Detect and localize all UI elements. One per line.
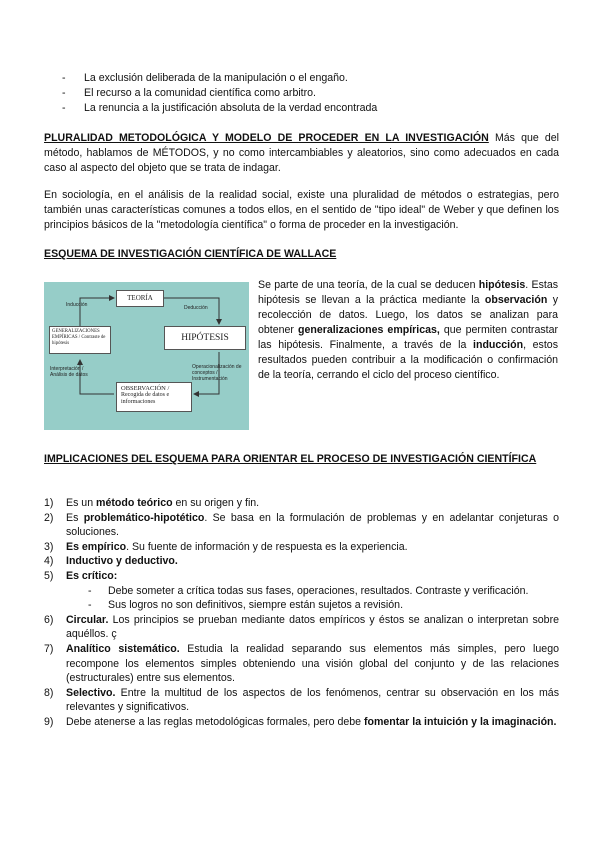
wallace-text-2: . Estas hipótesis se llevan a la práctica mediante la — [258, 279, 559, 306]
generalizaciones-box: GENERALIZACIONES EMPÍRICAS / Contraste de hipótesis — [49, 326, 111, 354]
wallace-text-1: Se parte de una teoría, de la cual se deducen — [258, 279, 479, 291]
item-post: Estudia la realidad separando sus elementos más simples, pero luego recompone los elementos simples obteniendo una visión global del conjunto y de las relaciones (estructurales) entre sus elementos. — [66, 642, 559, 685]
sociologia-paragraph: En sociología, en el análisis de la realidad social, existe una pluralidad de métodos o estrategias, pero también unas características comunes a todos ellos, en el sentido de "tipo ideal" de Weber y que definen los principios básicos de la "metodología científica" o forma de proceder en la investigación. — [44, 189, 559, 231]
list-item — [44, 554, 559, 569]
item-post: Entre la multitud de los aspectos de los fenómenos, centrar su observación en los más relevantes y significativos. — [66, 686, 559, 714]
item-text — [66, 613, 559, 642]
item-text — [66, 569, 559, 584]
item-number: 4) — [44, 555, 54, 568]
list-item — [44, 715, 559, 730]
implicaciones-list — [44, 496, 559, 730]
item-post: . Se basa en la formulación de problemas y en adelantar conjeturas o soluciones. — [66, 511, 560, 539]
teoria-box: TEORÍA — [116, 290, 164, 307]
item-number: 8) — [44, 686, 54, 699]
item-bold: problemático-hipotético — [83, 511, 205, 524]
item-bold: Inductivo y deductivo. — [66, 555, 178, 568]
item-text — [66, 554, 559, 569]
list-item — [44, 569, 559, 584]
item-bold: método teórico — [96, 497, 173, 509]
list-item — [44, 496, 559, 511]
item-bold: Analítico sistemático. — [66, 642, 180, 655]
item-post: . Su fuente de información y de respuesta es la experiencia. — [126, 540, 408, 553]
observacion-title: OBSERVACIÓN / — [121, 385, 170, 392]
item-text — [66, 642, 559, 686]
list-item-text: El recurso a la comunidad científica como arbitro. — [84, 87, 316, 99]
list-item — [44, 642, 559, 686]
item-bold: Circular. — [66, 613, 109, 626]
wallace-bold-generalizaciones: generalizaciones empíricas, — [298, 324, 440, 336]
wallace-text-4: que permiten contrastar las hipótesis. Finalmente, a través de la — [258, 324, 559, 351]
wallace-bold-hipotesis: hipótesis — [478, 279, 526, 291]
wallace-heading: ESQUEMA DE INVESTIGACIÓN CIENTÍFICA DE WALLACE — [44, 248, 337, 260]
item-pre: Es — [66, 511, 84, 524]
implicaciones-heading: IMPLICACIONES DEL ESQUEMA PARA ORIENTAR EL PROCESO DE INVESTIGACIÓN CIENTÍFICA — [44, 453, 537, 465]
wallace-diagram — [44, 282, 249, 430]
item-number: 5) — [44, 569, 54, 582]
hipotesis-box: HIPÓTESIS — [164, 326, 246, 350]
list-item: - La exclusión deliberada de la manipulación o el engaño. — [62, 72, 348, 84]
list-item — [44, 686, 559, 715]
observacion-box — [116, 382, 192, 412]
pluralidad-paragraph — [44, 131, 559, 176]
item-number: 3) — [44, 540, 54, 553]
list-item-text: La renuncia a la justificación absoluta de la verdad encontrada — [84, 102, 378, 114]
item-post: en su origen y fin. — [172, 497, 260, 509]
wallace-bold-induccion: inducción — [473, 339, 524, 351]
list-item — [44, 511, 559, 540]
wallace-text-3: y recolección de datos. Luego, los datos se analizan para obtener — [258, 294, 558, 336]
observacion-subtitle: Recogida de datos e informaciones — [121, 392, 170, 405]
item-number: 2) — [44, 511, 54, 524]
item-pre: Es un — [66, 497, 97, 509]
item-post: Los principios se prueban mediante datos empíricos y éstos se analizan o interpretan sobre aquéllos. ç — [66, 613, 559, 641]
list-item — [44, 540, 559, 555]
wallace-bold-observacion: observación — [484, 294, 548, 306]
label-deduccion: Deducción — [184, 305, 208, 311]
arrow-teoria-hipotesis — [164, 298, 219, 324]
item-bold: Es crítico: — [66, 569, 118, 582]
item-bold: fomentar la intuición y la imaginación. — [363, 715, 557, 728]
intro-list — [62, 71, 562, 116]
label-induccion: Inducción — [66, 302, 88, 308]
list-item: - El recurso a la comunidad científica como arbitro. — [62, 87, 316, 99]
item-number: 7) — [44, 642, 54, 655]
label-operacionalizacion: Operacionalización de conceptos / Instrumentación — [192, 364, 242, 382]
pluralidad-text: Más que del método, hablamos de MÉTODOS, y no como intercambiables y aleatorios, sino como adecuados en cada caso al aspecto del objeto que se trata de indagar. — [44, 132, 559, 174]
sub-item-text: Debe someter a crítica todas sus fases, operaciones, resultados. Contraste y verificación. — [108, 584, 529, 597]
item-pre: Debe atenerse a las reglas metodológicas formales, pero debe — [66, 715, 364, 728]
item-text — [66, 540, 559, 555]
sub-list-item: - Sus logros no son definitivos, siempre están sujetos a revisión. — [88, 599, 404, 612]
sub-item-text: Sus logros no son definitivos, siempre están sujetos a revisión. — [108, 599, 404, 612]
sub-list-item: - Debe someter a crítica todas sus fases, operaciones, resultados. Contraste y verificación. — [88, 584, 529, 597]
item-bold: Es empírico — [66, 540, 127, 553]
list-item-text: La exclusión deliberada de la manipulación o el engaño. — [84, 72, 348, 84]
list-item — [44, 613, 559, 642]
wallace-description — [258, 278, 558, 383]
item-text — [66, 511, 559, 540]
item-text — [66, 496, 559, 511]
label-interpretacion: Interpretación / Análisis de datos — [50, 366, 88, 378]
item-number: 9) — [44, 715, 54, 728]
item-text — [66, 715, 559, 730]
item-number: 1) — [44, 497, 54, 509]
pluralidad-heading: PLURALIDAD METODOLÓGICA Y MODELO DE PROCEDER EN LA INVESTIGACIÓN — [44, 132, 489, 144]
wallace-text-5: , estos resultados pueden contribuir a la modificación o confirmación de la teoría, cerrando el ciclo del proceso científico. — [258, 339, 558, 381]
item-bold: Selectivo. — [66, 686, 116, 699]
item-number: 6) — [44, 613, 54, 626]
item-text — [66, 686, 559, 715]
list-item: - La renuncia a la justificación absoluta de la verdad encontrada — [62, 102, 378, 114]
